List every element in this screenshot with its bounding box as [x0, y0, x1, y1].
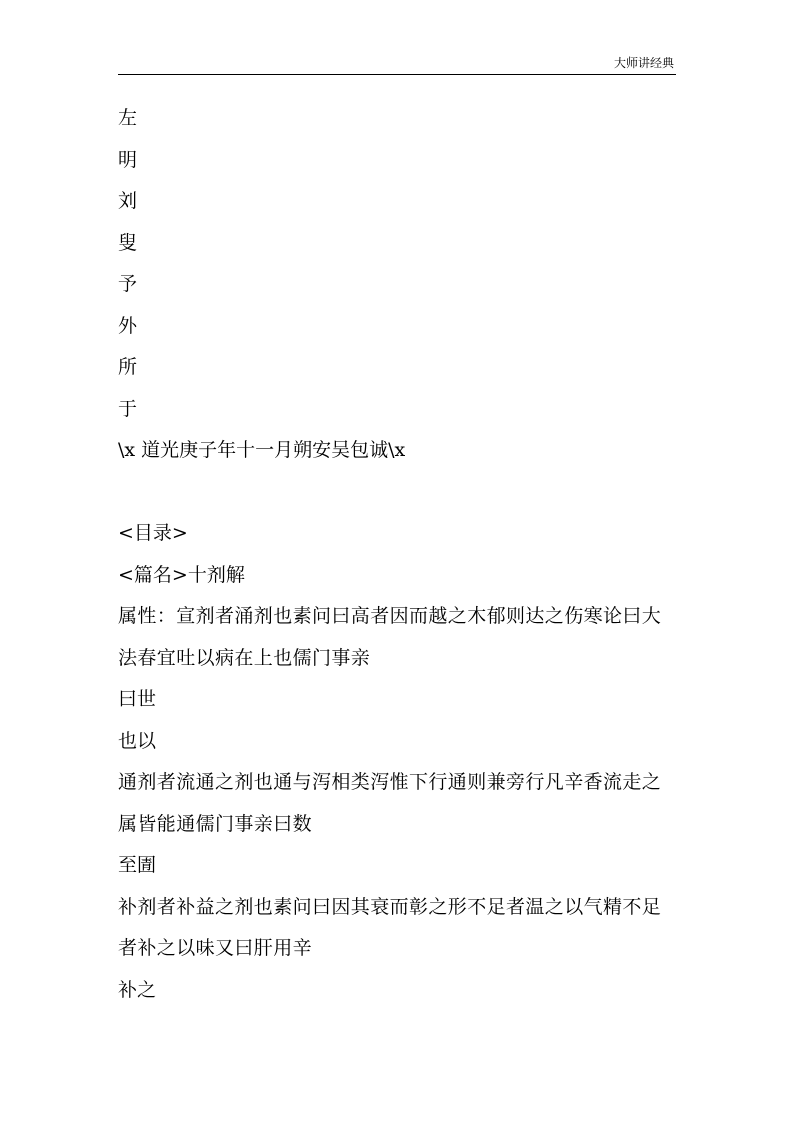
vertical-char-line: 叟 — [118, 231, 138, 254]
paragraph: 通剂者流通之剂也通与泻相类泻惟下行通则兼旁行凡辛香流走之属皆能通儒门事亲曰数 — [118, 771, 662, 835]
page-header — [118, 0, 676, 75]
vertical-char-line: 刘 — [118, 190, 138, 212]
vertical-char-line: 明 — [118, 148, 138, 171]
vertical-char-line: 予 — [118, 273, 138, 295]
chapter-title: <篇名>十剂解 — [118, 563, 245, 586]
vertical-char-line: 左 — [118, 107, 138, 129]
paragraph: 曰世 — [118, 688, 157, 710]
paragraph: 补剂者补益之剂也素问曰因其衰而彰之形不足者温之以气精不足者补之以味又曰肝用辛 — [118, 895, 662, 959]
blank-line — [118, 472, 680, 514]
toc-heading: <目录> — [118, 522, 188, 544]
document-body — [118, 98, 680, 1011]
paragraph: 属性：宣剂者涌剂也素问曰高者因而越之木郁则达之伤寒论曰大法春宜吐以病在上也儒门事亲 — [118, 605, 662, 669]
header-title: 大师讲经典 — [613, 56, 674, 70]
vertical-char-line: 所 — [118, 356, 138, 378]
vertical-char-line: 外 — [118, 314, 138, 337]
vertical-char-line: 于 — [118, 397, 138, 420]
paragraph: 补之 — [118, 978, 157, 1001]
paragraph: 也以 — [118, 729, 157, 752]
date-line: \x 道光庚子年十一月朔安吴包诚\x — [118, 439, 406, 461]
paragraph: 至圊 — [118, 854, 157, 876]
